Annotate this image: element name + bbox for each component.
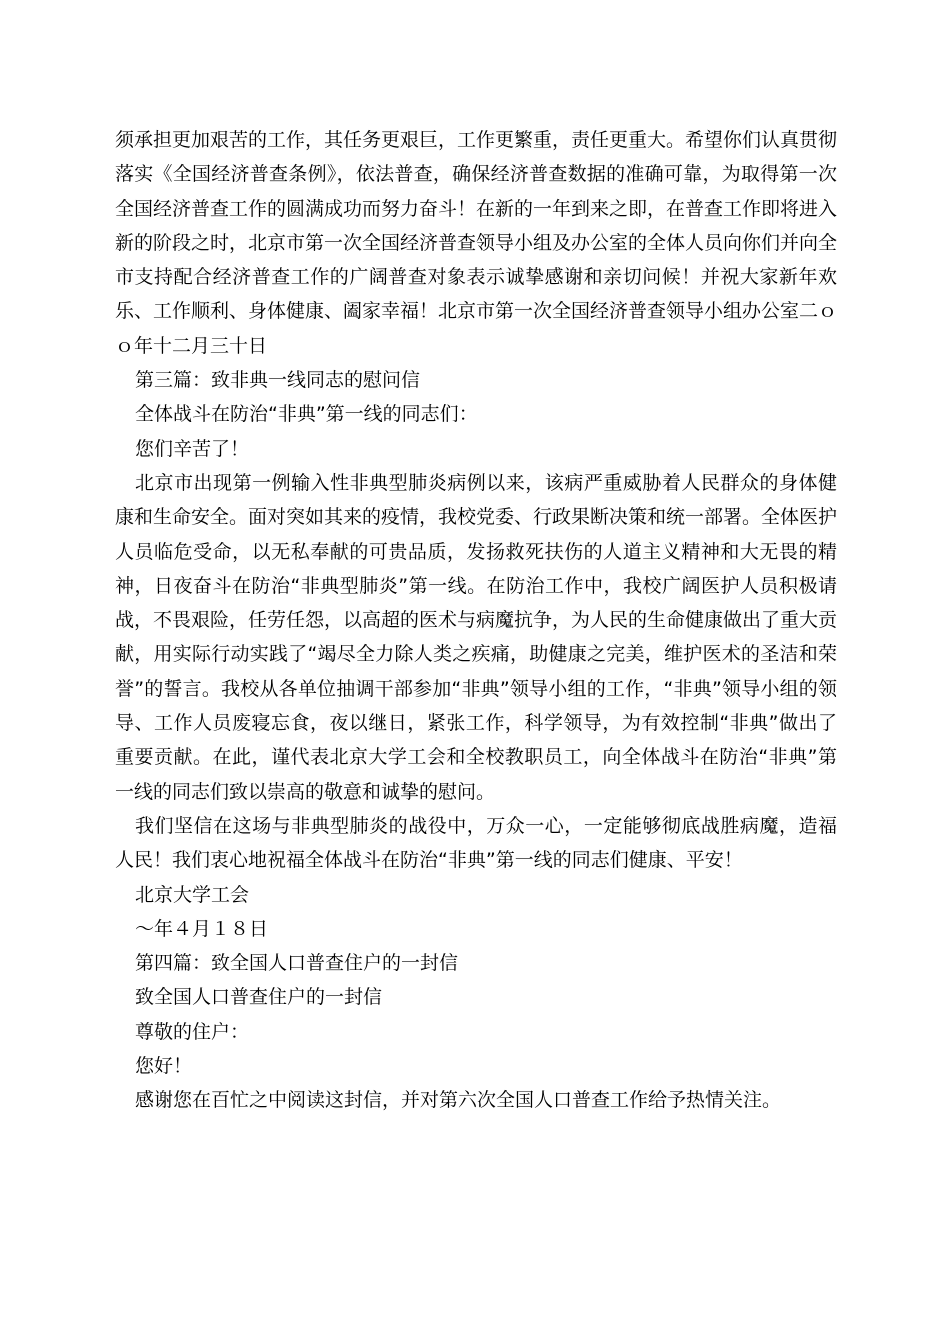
- greeting: 您们辛苦了！: [135, 437, 250, 460]
- date-line: ～年４月１８日: [135, 917, 269, 940]
- paragraph-body: 北京市出现第一例输入性非典型肺炎病例以来，该病严重威胁着人民群众的身体健康和生命安全。面对突如其来的疫情，我校党委、行政果断决策和统一部署。全体医护人员临危受命，以无私奉献的可贵品质，发扬救死扶伤的人道主义精神和大无畏的精神，日夜奋斗在防治“非典型肺炎”第一线。在防治工作中，我校广阔医护人员积极请战，不畏艰险，任劳任怨，以高超的医术与病魔抗争，为人民的生命健康做出了重大贡献，用实际行动实践了“竭尽全力除人类之疾痛，助健康之完美，维护医术的圣洁和荣誉”的誓言。我校从各单位抽调干部参加“非典”领导小组的工作，“非典”领导小组的领导、工作人员废寝忘食，夜以继日，紧张工作，科学领导，为有效控制“非典”做出了重要贡献。在此，谨代表北京大学工会和全校教职员工，向全体战斗在防治“非典”第一线的同志们致以崇高的敬意和诚挚的慰问。: [115, 471, 838, 803]
- document-body: [115, 123, 837, 1118]
- letter-greeting: 您好！: [135, 1055, 193, 1078]
- letter-body: 感谢您在百忙之中阅读这封信，并对第六次全国人口普查工作给予热情关注。: [135, 1089, 782, 1112]
- paragraph-closing: 我们坚信在这场与非典型肺炎的战役中，万众一心，一定能够彻底战胜病魔，造福人民！我们衷心地祝福全体战斗在防治“非典”第一线的同志们健康、平安！: [115, 814, 837, 872]
- paragraph-continuation: 须承担更加艰苦的工作，其任务更艰巨，工作更繁重，责任更重大。希望你们认真贯彻落实《全国经济普查条例》，依法普查，确保经济普查数据的准确可靠，为取得第一次全国经济普查工作的圆满成功而努力奋斗！在新的一年到来之即，在普查工作即将进入新的阶段之时，北京市第一次全国经济普查领导小组及办公室的全体人员向你们并向全市支持配合经济普查工作的广阔普查对象表示诚挚感谢和亲切问候！并祝大家新年欢乐、工作顺利、身体健康、阖家幸福！北京市第一次全国经济普查领导小组办公室二ｏｏ年十二月三十日: [115, 129, 838, 357]
- section-title-3: 第三篇：致非典一线同志的慰问信: [135, 369, 421, 392]
- signature: 北京大学工会: [135, 883, 250, 906]
- letter-title: 致全国人口普查住户的一封信: [135, 986, 383, 1009]
- salutation: 全体战斗在防治“非典”第一线的同志们：: [135, 403, 478, 426]
- section-title-4: 第四篇：致全国人口普查住户的一封信: [135, 952, 459, 975]
- letter-salutation: 尊敬的住户：: [135, 1020, 250, 1043]
